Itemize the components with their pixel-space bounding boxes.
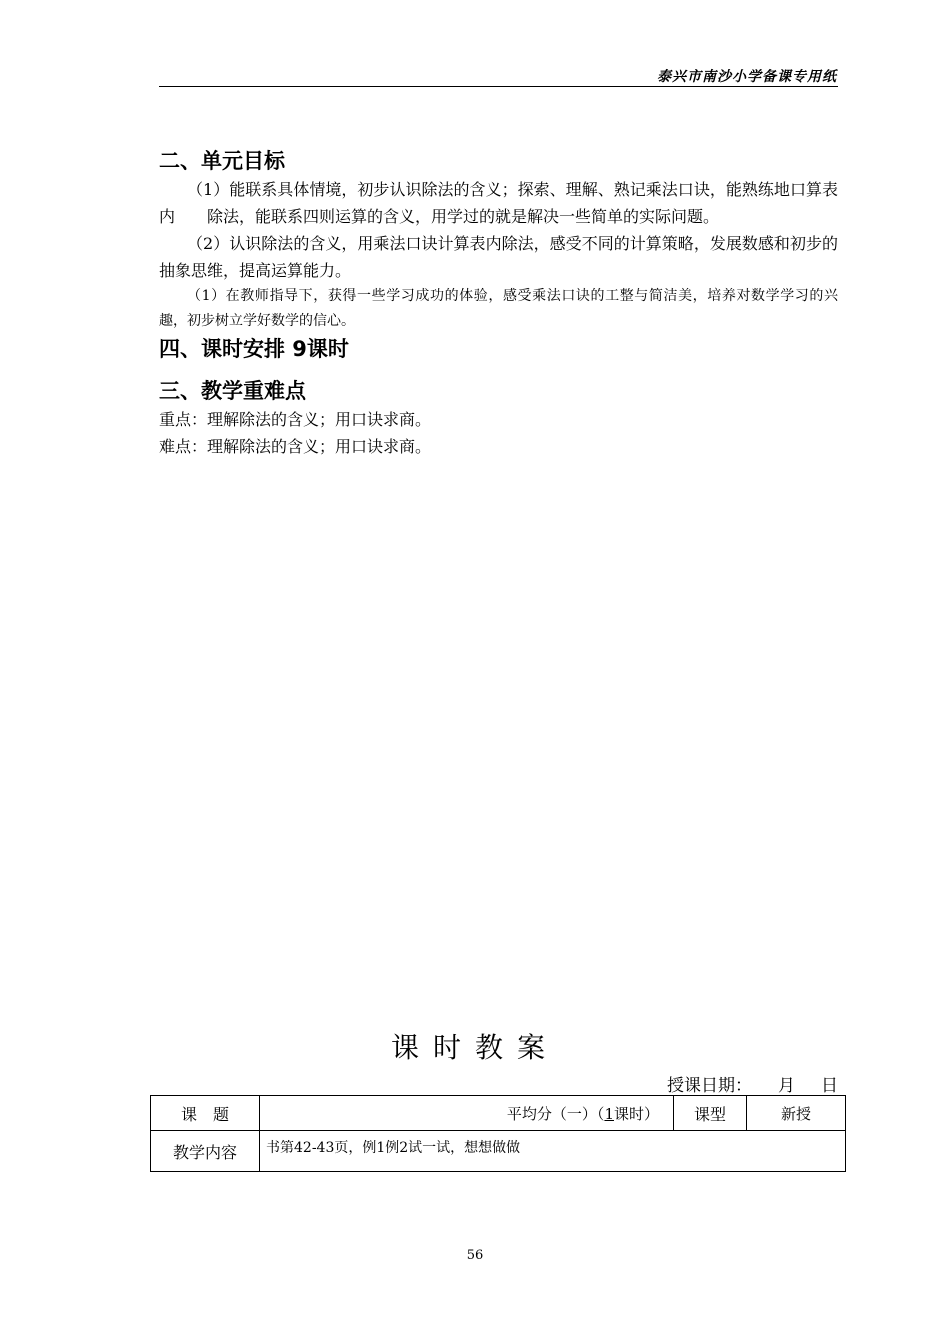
month-label: 月 xyxy=(778,1076,795,1096)
lesson-plan-title: 课时教案 xyxy=(390,1031,559,1064)
table-row xyxy=(151,1131,846,1172)
key-point: 重点：理解除法的含义；用口诀求商。 xyxy=(159,410,432,429)
page-number: 56 xyxy=(466,1248,484,1263)
difficult-point: 难点：理解除法的含义；用口诀求商。 xyxy=(159,437,432,456)
date-label: 授课日期： xyxy=(667,1076,752,1096)
header-title: 泰兴市南沙小学备课专用纸 xyxy=(657,69,837,85)
day-label: 日 xyxy=(821,1076,838,1096)
type-value: 新授 xyxy=(747,1096,846,1131)
month-blank xyxy=(752,1079,778,1096)
topic-hours: 1 xyxy=(604,1104,614,1123)
goal-item-2: （2）认识除法的含义，用乘法口诀计算表内除法，感受不同的计算策略，发展数感和初步的抽象思维，提高运算能力。 xyxy=(159,234,838,280)
goal-item-3: （1）在教师指导下，获得一些学习成功的体验，感受乘法口诀的工整与简洁美，培养对数学学习的兴趣，初步树立学好数学的信心。 xyxy=(159,288,838,329)
schedule-heading: 四、课时安排 9课时 xyxy=(159,337,349,361)
topic-suffix: 课时） xyxy=(613,1104,659,1123)
type-label: 课型 xyxy=(674,1096,747,1131)
header-rule xyxy=(159,86,838,87)
topic-value xyxy=(260,1096,674,1131)
topic-prefix: 平均分（一）（ xyxy=(506,1104,605,1123)
table-row xyxy=(151,1096,846,1131)
unit-plan-content xyxy=(159,146,838,460)
topic-label: 课 题 xyxy=(151,1096,260,1131)
teaching-date-line xyxy=(667,1071,838,1096)
goals-heading: 二、单元目标 xyxy=(159,149,285,173)
content-value: 书第42-43页，例1例2试一试，想想做做 xyxy=(260,1131,846,1172)
lesson-plan-table xyxy=(150,1095,846,1172)
keypoints-heading: 三、教学重难点 xyxy=(159,379,306,403)
content-label: 教学内容 xyxy=(151,1131,260,1172)
day-blank xyxy=(795,1079,821,1096)
goal-item-1: （1）能联系具体情境，初步认识除法的含义；探索、理解、熟记乘法口诀，能熟练地口算表内 除法，能联系四则运算的含义，用学过的就是解决一些简单的实际问题。 xyxy=(159,180,838,226)
